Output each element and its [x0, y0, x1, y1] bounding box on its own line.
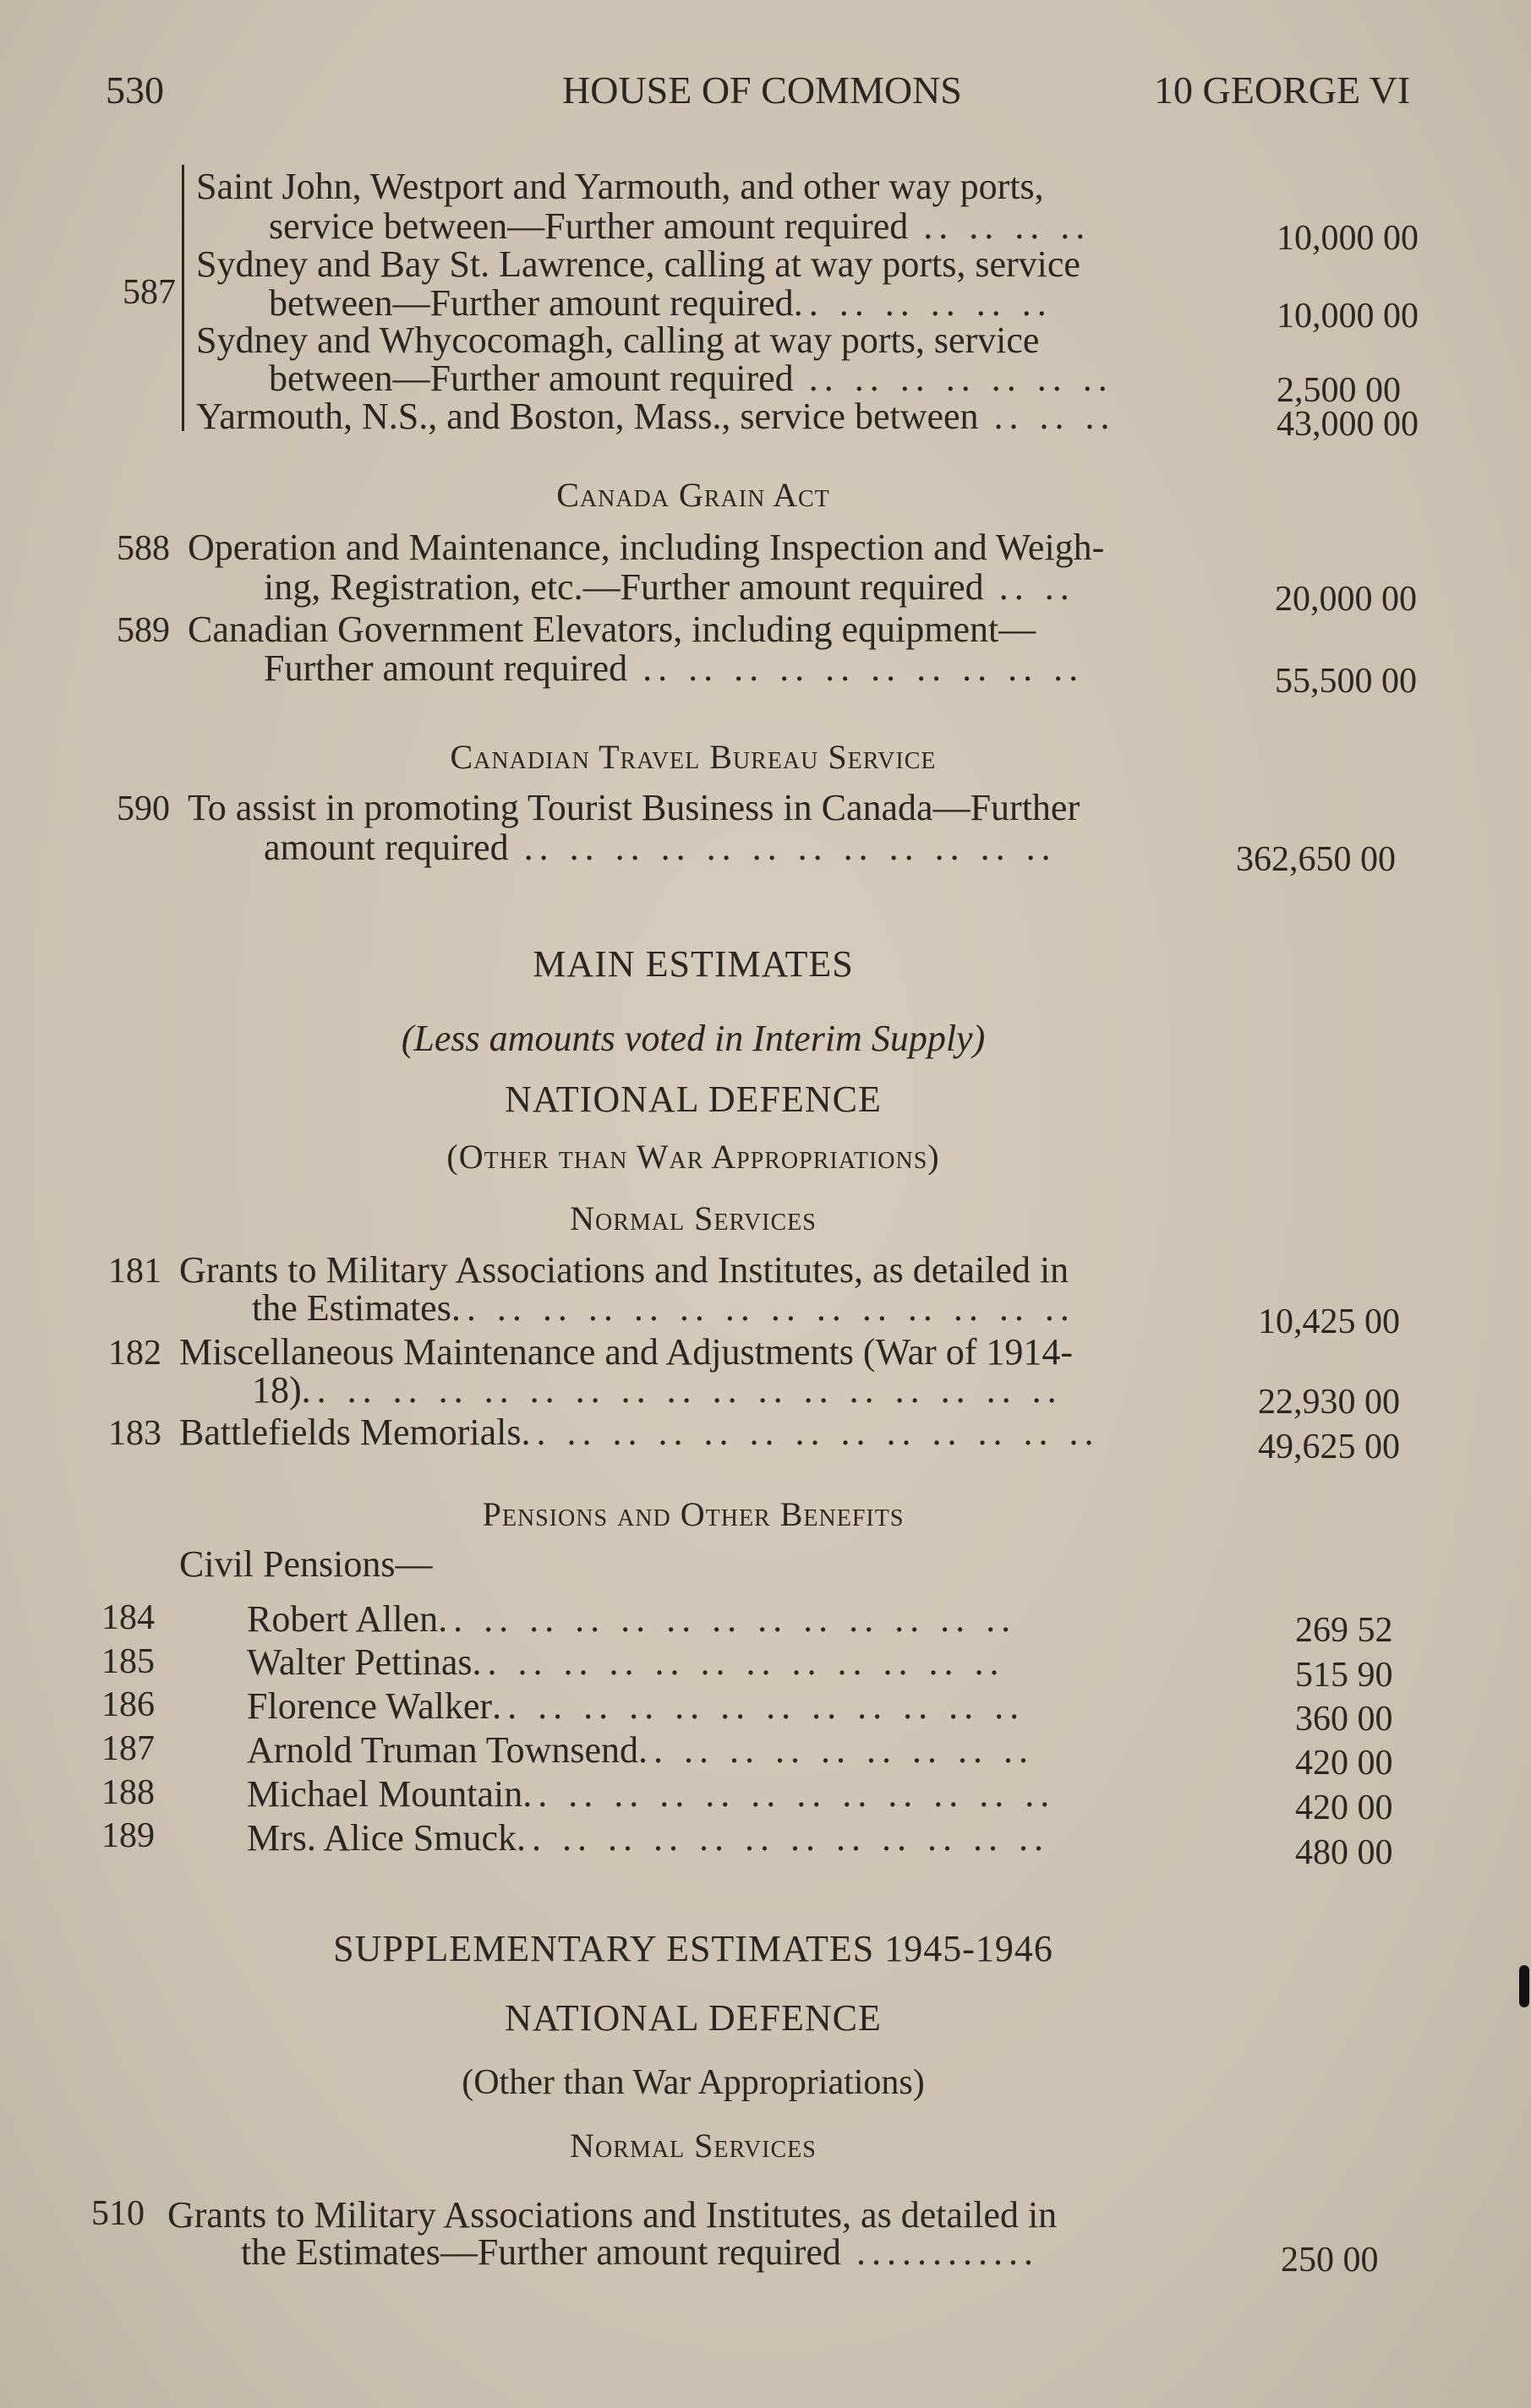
entry-line: the Estimates—Further amount required ............ [241, 2231, 1039, 2273]
pension-name: Michael Mountain.. .. .. .. .. .. .. .. .. .. .. .. [247, 1773, 1056, 1815]
entry-line: Miscellaneous Maintenance and Adjustments (War of 1914- [179, 1331, 1074, 1373]
subsection-label: Civil Pensions— [179, 1543, 433, 1585]
department-qualifier: (Other than War Appropriations) [462, 2063, 925, 2102]
entry-line: ing, Registration, etc.—Further amount required .. .. [264, 566, 1075, 608]
entry-line: between—Further amount required .. .. .. .. .. .. .. [269, 358, 1113, 399]
amount: 420 00 [1295, 1788, 1393, 1827]
amount: 250 00 [1281, 2241, 1379, 2280]
amount: 22,930 00 [1258, 1383, 1400, 1422]
grouping-brace [182, 165, 196, 431]
section-heading: Normal Services [570, 1199, 817, 1237]
amount: 360 00 [1295, 1700, 1393, 1739]
running-title: HOUSE OF COMMONS [562, 68, 962, 112]
vote-number: 188 [101, 1773, 155, 1812]
department-heading: NATIONAL DEFENCE [505, 1078, 882, 1120]
vote-number: 590 [117, 789, 170, 828]
department-heading: NATIONAL DEFENCE [505, 1997, 882, 2039]
amount: 269 52 [1295, 1611, 1393, 1650]
vote-number: 587 [123, 273, 176, 312]
entry-line: Canadian Government Elevators, including equipment— [188, 609, 1036, 650]
section-heading: Normal Services [570, 2127, 817, 2165]
vote-number: 181 [108, 1252, 161, 1291]
entry-line: between—Further amount required.. .. .. .. .. .. [269, 282, 1053, 324]
pension-name: Arnold Truman Townsend.. .. .. .. .. .. .. .. .. [247, 1729, 1035, 1771]
amount: 10,000 00 [1277, 297, 1419, 336]
section-heading: Canada Grain Act [556, 476, 830, 514]
pension-name: Florence Walker.. .. .. .. .. .. .. .. .. .. .. .. [247, 1685, 1025, 1727]
entry-line: Yarmouth, N.S., and Boston, Mass., service between .. .. .. [196, 396, 1116, 437]
vote-number: 186 [101, 1685, 155, 1724]
entry-line: Operation and Maintenance, including Inspection and Weigh- [188, 527, 1105, 568]
entry-line: Saint John, Westport and Yarmouth, and other way ports, [196, 166, 1044, 207]
entry-line: Further amount required .. .. .. .. .. .. .. .. .. .. [264, 647, 1085, 689]
entry-line: Sydney and Bay St. Lawrence, calling at way ports, service [196, 243, 1080, 285]
estimates-subtitle: (Less amounts voted in Interim Supply) [401, 1018, 986, 1059]
estimates-title: SUPPLEMENTARY ESTIMATES 1945-1946 [333, 1928, 1053, 1969]
entry-line: Grants to Military Associations and Institutes, as detailed in [179, 1249, 1069, 1291]
vote-number: 588 [117, 529, 170, 568]
pension-name: Walter Pettinas.. .. .. .. .. .. .. .. .. .. .. .. [247, 1641, 1005, 1683]
section-heading: Canadian Travel Bureau Service [450, 738, 937, 776]
amount: 55,500 00 [1275, 662, 1417, 701]
amount: 49,625 00 [1258, 1428, 1400, 1466]
entry-line: Sydney and Whycocomagh, calling at way ports, service [196, 319, 1040, 361]
pension-name: Robert Allen.. .. .. .. .. .. .. .. .. .. .. .. .. [247, 1598, 1017, 1640]
vote-number: 589 [117, 611, 170, 650]
entry-line: Battlefields Memorials.. .. .. .. .. .. .. .. .. .. .. .. .. [179, 1411, 1100, 1453]
vote-number: 187 [101, 1729, 155, 1768]
amount: 362,650 00 [1236, 840, 1396, 879]
vote-number: 182 [108, 1334, 161, 1373]
vote-number: 183 [108, 1414, 161, 1453]
amount: 10,425 00 [1258, 1302, 1400, 1341]
entry-line: 18).. .. .. .. .. .. .. .. .. .. .. .. .. .. .. .. .. [252, 1369, 1063, 1411]
session-label: 10 GEORGE VI [1154, 68, 1411, 112]
amount: 2,500 00 [1277, 371, 1401, 410]
vote-number: 184 [101, 1598, 155, 1637]
amount: 480 00 [1295, 1833, 1393, 1872]
page-number: 530 [106, 68, 164, 112]
amount: 10,000 00 [1277, 219, 1419, 258]
amount: 515 90 [1295, 1656, 1393, 1695]
entry-line: Grants to Military Associations and Institutes, as detailed in [167, 2194, 1058, 2236]
entry-line: To assist in promoting Tourist Business in Canada—Further [188, 787, 1080, 828]
entry-line: the Estimates.. .. .. .. .. .. .. .. .. .. .. .. .. .. [252, 1287, 1075, 1329]
amount: 20,000 00 [1275, 580, 1417, 619]
vote-number: 185 [101, 1642, 155, 1681]
estimates-title: MAIN ESTIMATES [533, 943, 854, 985]
pension-name: Mrs. Alice Smuck.. .. .. .. .. .. .. .. .. .. .. .. [247, 1817, 1049, 1859]
page-edge-mark [1519, 1965, 1529, 2007]
amount: 43,000 00 [1277, 405, 1419, 444]
entry-line: amount required .. .. .. .. .. .. .. .. .. .. .. .. [264, 827, 1057, 868]
entry-line: service between—Further amount required .. .. .. .. [269, 205, 1091, 247]
vote-number: 189 [101, 1816, 155, 1855]
vote-number: 510 [91, 2194, 145, 2233]
amount: 420 00 [1295, 1744, 1393, 1783]
department-qualifier: (Other than War Appropriations) [446, 1138, 940, 1176]
section-heading: Pensions and Other Benefits [482, 1495, 905, 1533]
